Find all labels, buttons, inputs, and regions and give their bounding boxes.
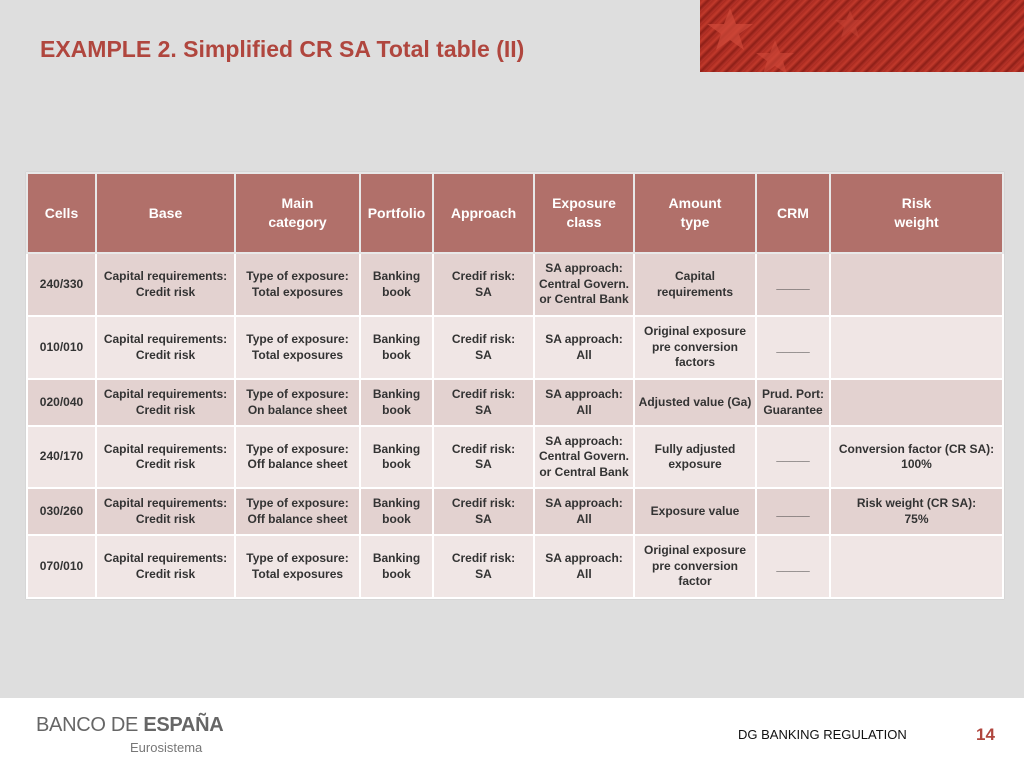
cell-risk-weight	[830, 535, 1003, 598]
banco-de-espana-logo	[36, 714, 223, 737]
table-row	[27, 426, 1003, 488]
header-risk-weight: Risk weight	[830, 173, 1003, 253]
cell-exposure-class: SA approach: All	[534, 535, 634, 598]
cell-main-category: Type of exposure: Total exposures	[235, 316, 360, 379]
cell-main-category: Type of exposure: Total exposures	[235, 253, 360, 316]
cell-main-category: Type of exposure: Off balance sheet	[235, 426, 360, 488]
cell-portfolio: Banking book	[360, 488, 433, 535]
cell-amount-type: Original exposure pre conversion factor	[634, 535, 756, 598]
cell-cells: 020/040	[27, 379, 96, 426]
cell-base: Capital requirements: Credit risk	[96, 426, 235, 488]
cell-approach: Credif risk: SA	[433, 488, 534, 535]
logo-text-light: BANCO DE	[36, 714, 144, 736]
cell-cells: 010/010	[27, 316, 96, 379]
table-header-row	[27, 173, 1003, 253]
cell-portfolio: Banking book	[360, 535, 433, 598]
cell-crm: Prud. Port: Guarantee	[756, 379, 830, 426]
header-base: Base	[96, 173, 235, 253]
cell-amount-type: Exposure value	[634, 488, 756, 535]
cell-exposure-class: SA approach: Central Govern. or Central Bank	[534, 426, 634, 488]
header-crm: CRM	[756, 173, 830, 253]
header-main-category: Main category	[235, 173, 360, 253]
slide-title: EXAMPLE 2. Simplified CR SA Total table (II)	[40, 36, 525, 62]
cell-crm: _____	[756, 488, 830, 535]
cell-cells: 240/170	[27, 426, 96, 488]
logo-subtitle: Eurosistema	[130, 740, 203, 755]
footer-department: DG BANKING REGULATION	[738, 727, 907, 742]
cell-cells: 240/330	[27, 253, 96, 316]
cell-main-category: Type of exposure: Off balance sheet	[235, 488, 360, 535]
cell-exposure-class: SA approach: All	[534, 488, 634, 535]
cell-approach: Credif risk: SA	[433, 426, 534, 488]
cell-amount-type: Capital requirements	[634, 253, 756, 316]
cell-risk-weight: Conversion factor (CR SA): 100%	[830, 426, 1003, 488]
cell-approach: Credif risk: SA	[433, 316, 534, 379]
cell-risk-weight: Risk weight (CR SA): 75%	[830, 488, 1003, 535]
cell-risk-weight	[830, 316, 1003, 379]
table-row	[27, 253, 1003, 316]
cell-approach: Credif risk: SA	[433, 535, 534, 598]
logo-text-bold: ESPAÑA	[143, 714, 224, 736]
header-cells: Cells	[27, 173, 96, 253]
cell-main-category: Type of exposure: On balance sheet	[235, 379, 360, 426]
cell-amount-type: Adjusted value (Ga)	[634, 379, 756, 426]
cell-portfolio: Banking book	[360, 253, 433, 316]
table-row	[27, 535, 1003, 598]
cell-crm: _____	[756, 253, 830, 316]
cell-portfolio: Banking book	[360, 426, 433, 488]
cell-exposure-class: SA approach: All	[534, 316, 634, 379]
table-row	[27, 488, 1003, 535]
cell-risk-weight	[830, 253, 1003, 316]
slide-footer	[0, 698, 1024, 768]
cell-base: Capital requirements: Credit risk	[96, 379, 235, 426]
cell-risk-weight	[830, 379, 1003, 426]
table-row	[27, 316, 1003, 379]
cell-cells: 070/010	[27, 535, 96, 598]
cell-amount-type: Fully adjusted exposure	[634, 426, 756, 488]
header-amount-type: Amount type	[634, 173, 756, 253]
cell-crm: _____	[756, 535, 830, 598]
cell-amount-type: Original exposure pre conversion factors	[634, 316, 756, 379]
cell-approach: Credif risk: SA	[433, 253, 534, 316]
cr-sa-table	[26, 172, 1004, 599]
cell-base: Capital requirements: Credit risk	[96, 316, 235, 379]
cell-portfolio: Banking book	[360, 316, 433, 379]
cell-crm: _____	[756, 316, 830, 379]
cell-approach: Credif risk: SA	[433, 379, 534, 426]
cell-portfolio: Banking book	[360, 379, 433, 426]
cell-crm: _____	[756, 426, 830, 488]
table-row	[27, 379, 1003, 426]
cell-exposure-class: SA approach: Central Govern. or Central Bank	[534, 253, 634, 316]
page-number: 14	[976, 725, 995, 744]
cell-base: Capital requirements: Credit risk	[96, 488, 235, 535]
cell-main-category: Type of exposure: Total exposures	[235, 535, 360, 598]
header-approach: Approach	[433, 173, 534, 253]
cell-base: Capital requirements: Credit risk	[96, 253, 235, 316]
header-exposure-class: Exposure class	[534, 173, 634, 253]
cell-base: Capital requirements: Credit risk	[96, 535, 235, 598]
cell-cells: 030/260	[27, 488, 96, 535]
decorative-flag-image	[700, 0, 1024, 72]
cell-exposure-class: SA approach: All	[534, 379, 634, 426]
header-portfolio: Portfolio	[360, 173, 433, 253]
